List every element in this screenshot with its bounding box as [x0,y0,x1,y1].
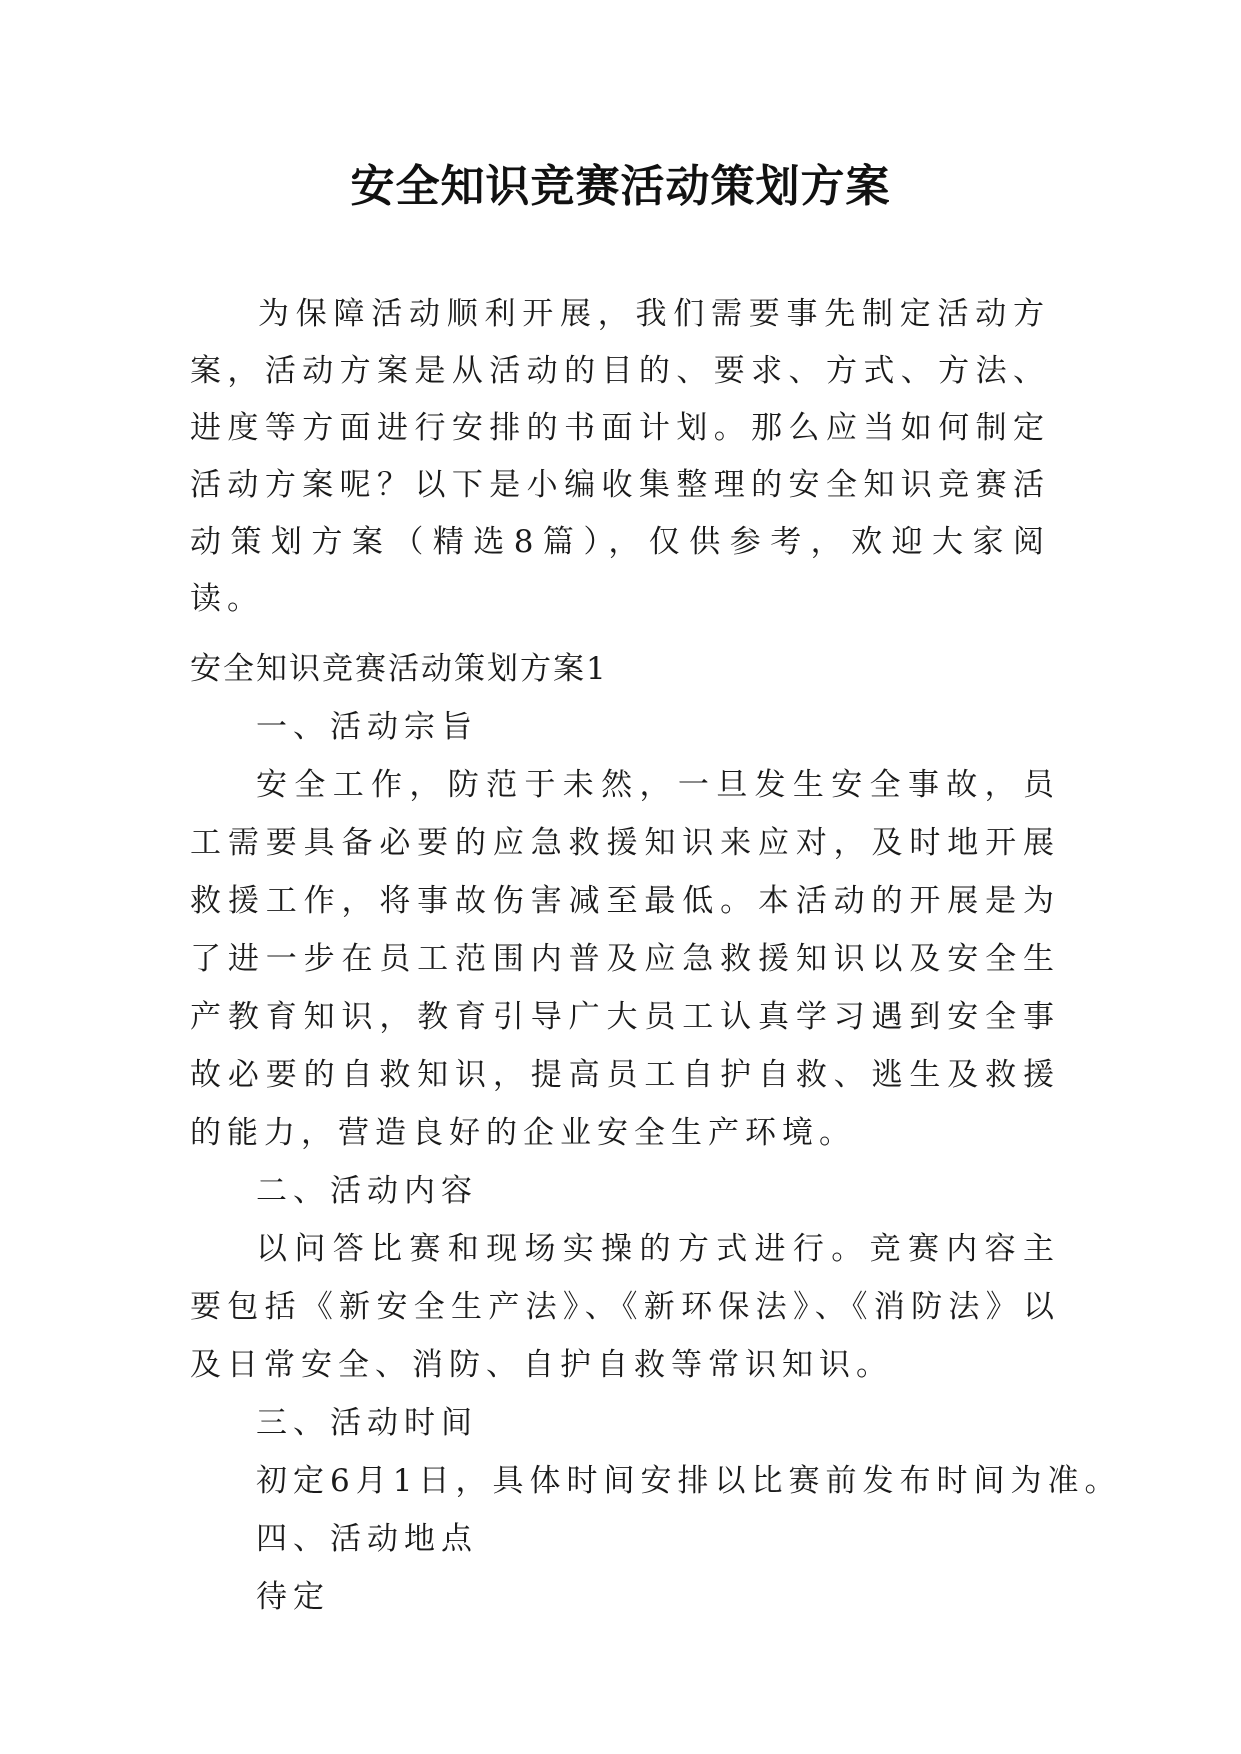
heading-location: 四、活动地点 [256,1521,478,1557]
paragraph-location: 待定 [256,1579,330,1615]
document-title: 安全知识竞赛活动策划方案 [350,161,891,212]
paragraph-purpose: 安全工作，防范于未然，一旦发生安全事故，员工需要具备必要的应急救援知识来应对，及时地开展救援工作，将事故伤害减至最低。本活动的开展是为了进一步在员工范围内普及应急救援知识以及安全生产教育知识，教育引导广大员工认真学习遇到安全事故必要的自救知识，提高员工自护自救、逃生及救援的能力，营造良好的企业安全生产环境。 [190,767,1060,1151]
heading-content: 二、活动内容 [256,1173,478,1209]
document-body [190,640,1122,1626]
heading-purpose: 一、活动宗旨 [256,709,478,745]
paragraph-content: 以问答比赛和现场实操的方式进行。竞赛内容主要包括《新安全生产法》、《新环保法》、《消防法》以及日常安全、消防、自护自救等常识知识。 [190,1231,1060,1383]
paragraph-time: 初定6月1日，具体时间安排以比赛前发布时间为准。 [256,1463,1122,1499]
intro-paragraph: 为保障活动顺利开展，我们需要事先制定活动方案，活动方案是从活动的目的、要求、方式、方法、进度等方面进行安排的书面计划。那么应当如何制定活动方案呢？以下是小编收集整理的安全知识竞赛活动策划方案（精选8篇），仅供参考，欢迎大家阅读。 [190,296,1050,617]
section-title: 安全知识竞赛活动策划方案1 [190,651,608,687]
heading-time: 三、活动时间 [256,1405,478,1441]
